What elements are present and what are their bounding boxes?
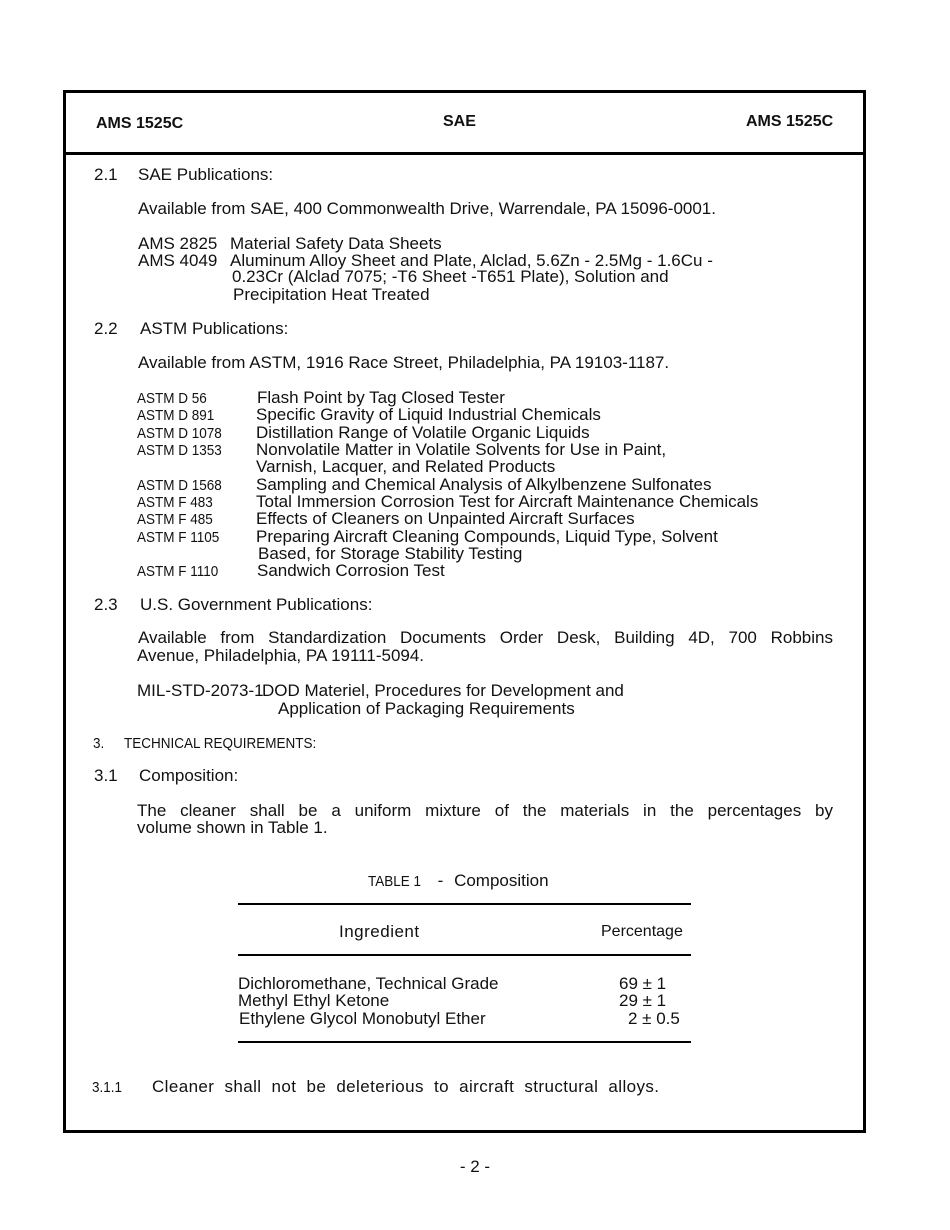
- page-number: - 2 -: [459, 1157, 491, 1176]
- table-cell-ingredient: Dichloromethane, Technical Grade: [238, 974, 499, 993]
- ref-code: ASTM D 1568: [137, 477, 222, 494]
- section-2-3-availability: Available from Standardization Documents Order Desk, Building 4D, 700 Robbins: [138, 628, 833, 647]
- table-cell-ingredient: Ethylene Glycol Monobutyl Ether: [239, 1009, 486, 1028]
- table-cell-percentage: 2 ± 0.5: [628, 1009, 680, 1028]
- table-header-ingredient: Ingredient: [339, 922, 420, 941]
- ref-title-continued: Based, for Storage Stability Testing: [258, 544, 523, 563]
- table-header-percentage: Percentage: [601, 923, 683, 940]
- header-right-doc-id: AMS 1525C: [746, 113, 834, 130]
- ref-title: Material Safety Data Sheets: [230, 234, 442, 253]
- table-caption-label: TABLE 1: [368, 873, 422, 890]
- ref-code: ASTM F 1110: [137, 563, 219, 580]
- header-center-org: SAE: [443, 113, 476, 130]
- ref-title: Sandwich Corrosion Test: [257, 561, 445, 580]
- table-cell-ingredient: Methyl Ethyl Ketone: [238, 991, 390, 1010]
- ref-title: Total Immersion Corrosion Test for Aircraft Maintenance Chemicals: [256, 492, 759, 511]
- ref-code: ASTM F 483: [137, 494, 213, 511]
- section-3-1-1-number: 3.1.1: [92, 1079, 123, 1096]
- ref-code: MIL-STD-2073-1: [137, 681, 264, 700]
- section-3-1-paragraph: The cleaner shall be a uniform mixture of the materials in the percentages by: [137, 801, 833, 820]
- ref-title-continued: Varnish, Lacquer, and Related Products: [256, 457, 556, 476]
- section-3-1-title: Composition:: [139, 766, 239, 785]
- table-caption-separator: -: [437, 871, 444, 890]
- ref-code: ASTM D 1353: [137, 442, 222, 459]
- ref-code: AMS 2825: [138, 234, 218, 253]
- ref-title-continued: Precipitation Heat Treated: [233, 285, 430, 304]
- section-2-3-availability-continued: Avenue, Philadelphia, PA 19111-5094.: [137, 646, 425, 665]
- ref-title: Effects of Cleaners on Unpainted Aircraft Surfaces: [256, 509, 635, 528]
- table-cell-percentage: 69 ± 1: [619, 974, 667, 993]
- section-2-3-number: 2.3: [94, 595, 118, 614]
- section-2-1-number: 2.1: [94, 165, 118, 184]
- section-3-1-number: 3.1: [94, 766, 118, 785]
- ref-code: ASTM D 56: [137, 390, 207, 407]
- ref-title: Aluminum Alloy Sheet and Plate, Alclad, 5.6Zn - 2.5Mg - 1.6Cu -: [230, 251, 713, 270]
- table-header-rule: [238, 954, 691, 956]
- table-caption: [368, 872, 549, 891]
- header-divider: [63, 152, 866, 155]
- ref-title-continued: 0.23Cr (Alclad 7075; -T6 Sheet -T651 Plate), Solution and: [232, 267, 669, 286]
- section-2-2-number: 2.2: [94, 319, 118, 338]
- section-2-1-availability: Available from SAE, 400 Commonwealth Drive, Warrendale, PA 15096-0001.: [138, 199, 716, 218]
- ref-title: Nonvolatile Matter in Volatile Solvents for Use in Paint,: [256, 440, 667, 459]
- section-3-number: 3.: [93, 735, 105, 752]
- ref-title: Flash Point by Tag Closed Tester: [257, 388, 505, 407]
- table-cell-percentage: 29 ± 1: [619, 991, 667, 1010]
- table-top-rule: [238, 903, 691, 905]
- section-2-2-title: ASTM Publications:: [140, 319, 289, 338]
- ref-code: ASTM F 485: [137, 511, 213, 528]
- ref-title: DOD Materiel, Procedures for Development and: [262, 681, 624, 700]
- ref-title: Distillation Range of Volatile Organic Liquids: [256, 423, 590, 442]
- section-3-1-paragraph-continued: volume shown in Table 1.: [137, 818, 328, 837]
- ref-code: ASTM F 1105: [137, 529, 220, 546]
- header-left-doc-id: AMS 1525C: [96, 115, 184, 132]
- section-3-title: TECHNICAL REQUIREMENTS:: [124, 735, 317, 752]
- section-3-1-1-text: Cleaner shall not be deleterious to aircraft structural alloys.: [152, 1077, 660, 1096]
- ref-code: ASTM D 891: [137, 407, 215, 424]
- table-bottom-rule: [238, 1041, 691, 1043]
- ref-code: ASTM D 1078: [137, 425, 222, 442]
- ref-title: Preparing Aircraft Cleaning Compounds, Liquid Type, Solvent: [256, 527, 718, 546]
- ref-title: Sampling and Chemical Analysis of Alkylbenzene Sulfonates: [256, 475, 712, 494]
- table-caption-title: Composition: [454, 871, 549, 890]
- ref-title-continued: Application of Packaging Requirements: [278, 699, 575, 718]
- section-2-1-title: SAE Publications:: [138, 165, 274, 184]
- ref-title: Specific Gravity of Liquid Industrial Chemicals: [256, 405, 601, 424]
- section-2-3-title: U.S. Government Publications:: [140, 595, 373, 614]
- ref-code: AMS 4049: [138, 251, 218, 270]
- section-2-2-availability: Available from ASTM, 1916 Race Street, Philadelphia, PA 19103-1187.: [138, 353, 670, 372]
